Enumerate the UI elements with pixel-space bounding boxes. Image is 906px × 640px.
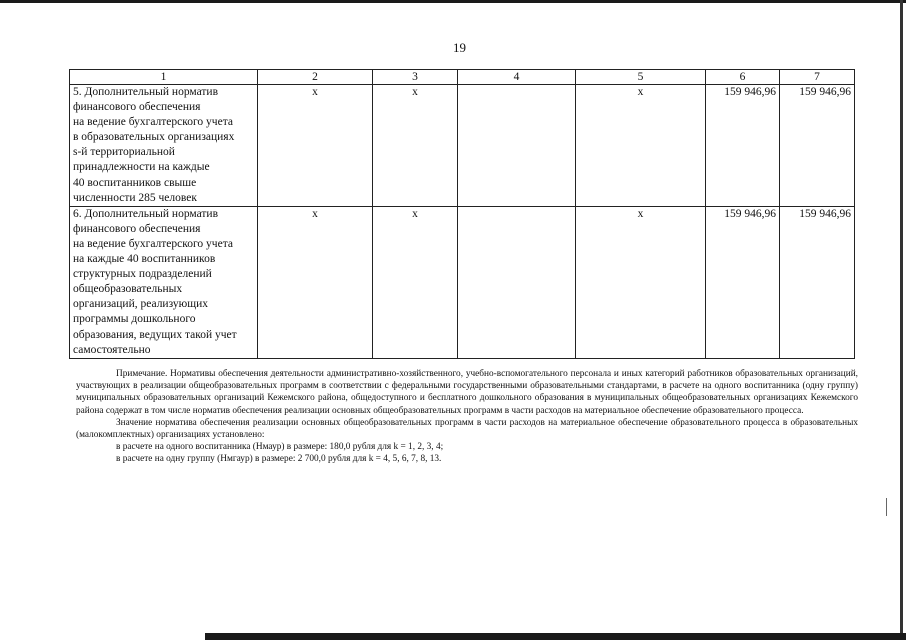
table-header-row [70,70,855,85]
table-cell: x [258,206,373,358]
column-header: 5 [576,70,706,85]
table-cell: x [373,85,458,207]
column-header: 6 [706,70,780,85]
table-cell: x [258,85,373,207]
table-cell: 159 946,96 [706,206,780,358]
scan-border-bottom [205,633,906,640]
scan-border-top [0,0,906,3]
table-row [70,206,855,358]
scan-artifact [886,498,887,516]
table-cell: 159 946,96 [706,85,780,207]
table-cell [458,206,576,358]
note-list-item: в расчете на одного воспитанника (Нмаур) в размере: 180,0 рубля для k = 1, 2, 3, 4; [116,442,444,453]
table-cell: x [576,85,706,207]
row-description: 5. Дополнительный норматив финансового обеспечения на ведение бухгалтерского учета в образовательных организациях s-й территориальной принадлежности на каждые 40 воспитанников свыше численности 285 человек [70,85,258,207]
column-header: 7 [780,70,855,85]
note-paragraph: Значение норматива обеспечения реализации основных общеобразовательных программ в части расходов на материальное обеспечение образовательного процесса в образовательных (малокомплектных) организациях установлено: [76,417,858,441]
column-header: 2 [258,70,373,85]
column-header: 3 [373,70,458,85]
column-header: 4 [458,70,576,85]
table-cell: 159 946,96 [780,85,855,207]
table-cell [458,85,576,207]
table-cell: x [373,206,458,358]
note-paragraph: Примечание. Нормативы обеспечения деятельности административно-хозяйственного, учебно-вспомогательного персонала и иных категорий работников образовательных организаций, участвующих в реализации общеобразовательных программ в соответствии с федеральными государственными образовательными стандартами, в расчете на одного воспитанника (одну группу) муниципальных образовательных организаций Кежемского района, общедоступного и бесплатного дошкольного образования в муниципальных общеобразовательных организациях Кежемского района содержат в том числе норматив обеспечения реализации основных общеобразовательных программ в части расходов на материальное обеспечение образовательного процесса. [76,369,858,416]
norms-table [69,69,855,359]
table-row [70,85,855,207]
note-block [76,368,858,466]
column-header: 1 [70,70,258,85]
table-cell: 159 946,96 [780,206,855,358]
page-number: 19 [453,40,466,55]
note-list-item: в расчете на одну группу (Нмгаур) в размере: 2 700,0 рубля для k = 4, 5, 6, 7, 8, 13. [116,454,442,465]
row-description: 6. Дополнительный норматив финансового обеспечения на ведение бухгалтерского учета на каждые 40 воспитанников структурных подразделений общеобразовательных организаций, реализующих программы дошкольного образования, ведущих такой учет самостоятельно [70,206,258,358]
scan-border-right [900,0,903,640]
table-cell: x [576,206,706,358]
